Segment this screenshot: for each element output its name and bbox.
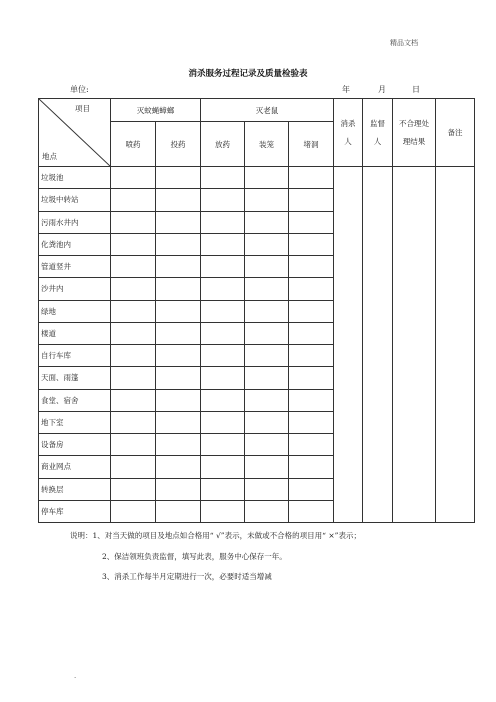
entry-cell[interactable] xyxy=(245,478,289,500)
table-body xyxy=(39,167,475,523)
kill-person-cell[interactable] xyxy=(334,167,363,523)
entry-cell[interactable] xyxy=(111,233,156,255)
entry-cell[interactable] xyxy=(111,167,156,189)
entry-cell[interactable] xyxy=(245,211,289,233)
entry-cell[interactable] xyxy=(245,411,289,433)
location-label: 沙井内 xyxy=(39,278,111,300)
location-label: 垃圾中转站 xyxy=(39,189,111,211)
result-header: 不合理处 理结果 xyxy=(393,99,436,167)
entry-cell[interactable] xyxy=(289,411,334,433)
entry-cell[interactable] xyxy=(201,456,245,478)
entry-cell[interactable] xyxy=(245,434,289,456)
entry-cell[interactable] xyxy=(111,434,156,456)
location-label: 商业网点 xyxy=(39,456,111,478)
entry-cell[interactable] xyxy=(289,256,334,278)
entry-cell[interactable] xyxy=(289,367,334,389)
sub-header-block: 堵洞 xyxy=(289,122,334,167)
entry-cell[interactable] xyxy=(156,322,201,344)
entry-cell[interactable] xyxy=(289,389,334,411)
entry-cell[interactable] xyxy=(289,233,334,255)
note-2: 2、保洁领班负责监督，填写此表，服务中心保存一年。 xyxy=(102,552,287,561)
entry-cell[interactable] xyxy=(201,167,245,189)
remark-header: 备注 xyxy=(436,99,475,167)
day-label: 日 xyxy=(412,85,420,94)
entry-cell[interactable] xyxy=(156,233,201,255)
entry-cell[interactable] xyxy=(111,322,156,344)
entry-cell[interactable] xyxy=(245,367,289,389)
corner-location-label: 地点 xyxy=(42,152,57,161)
location-label: 停车库 xyxy=(39,500,111,522)
entry-cell[interactable] xyxy=(289,189,334,211)
entry-cell[interactable] xyxy=(289,322,334,344)
entry-cell[interactable] xyxy=(156,456,201,478)
entry-cell[interactable] xyxy=(245,233,289,255)
entry-cell[interactable] xyxy=(289,167,334,189)
sub-header-cage: 装笼 xyxy=(245,122,289,167)
entry-cell[interactable] xyxy=(201,300,245,322)
group-mosquito-header: 灭蚊蝇蟑螂 xyxy=(111,99,201,122)
month-label: 月 xyxy=(378,85,386,94)
entry-cell[interactable] xyxy=(289,478,334,500)
unit-label: 单位: xyxy=(70,85,89,94)
entry-cell[interactable] xyxy=(156,211,201,233)
entry-cell[interactable] xyxy=(245,389,289,411)
entry-cell[interactable] xyxy=(245,167,289,189)
location-label: 天面、雨篷 xyxy=(39,367,111,389)
form-title: 消杀服务过程记录及质量检验表 xyxy=(188,69,308,79)
entry-cell[interactable] xyxy=(245,278,289,300)
entry-cell[interactable] xyxy=(111,478,156,500)
entry-cell[interactable] xyxy=(111,256,156,278)
entry-cell[interactable] xyxy=(289,300,334,322)
sub-header-place: 放药 xyxy=(201,122,245,167)
entry-cell[interactable] xyxy=(111,389,156,411)
header-row-1 xyxy=(39,99,475,122)
entry-cell[interactable] xyxy=(111,278,156,300)
sub-header-spray: 喷药 xyxy=(111,122,156,167)
group-rodent-header: 灭老鼠 xyxy=(201,99,334,122)
entry-cell[interactable] xyxy=(156,167,201,189)
corner-project-label: 项目 xyxy=(75,104,90,113)
location-label: 管道竖井 xyxy=(39,256,111,278)
table-row xyxy=(39,167,475,189)
entry-cell[interactable] xyxy=(156,345,201,367)
corner-cell xyxy=(39,99,111,167)
entry-cell[interactable] xyxy=(111,211,156,233)
entry-cell[interactable] xyxy=(201,411,245,433)
entry-cell[interactable] xyxy=(111,345,156,367)
entry-cell[interactable] xyxy=(156,278,201,300)
entry-cell[interactable] xyxy=(245,189,289,211)
footer-mark: . xyxy=(74,672,77,680)
note-3: 3、消杀工作每半月定期进行一次，必要时适当增减 xyxy=(102,572,272,581)
entry-cell[interactable] xyxy=(156,189,201,211)
entry-cell[interactable] xyxy=(156,389,201,411)
note-1: 说明：1、对当天做的项目及地点如合格用“ √”表示，未做或不合格的项目用“ ×”表示； xyxy=(70,531,361,540)
location-label: 绿地 xyxy=(39,300,111,322)
entry-cell[interactable] xyxy=(201,256,245,278)
entry-cell[interactable] xyxy=(201,500,245,522)
location-label: 自行车库 xyxy=(39,345,111,367)
result-cell[interactable] xyxy=(393,167,436,523)
location-label: 化粪池内 xyxy=(39,233,111,255)
location-label: 垃圾池 xyxy=(39,167,111,189)
location-label: 污雨水井内 xyxy=(39,211,111,233)
entry-cell[interactable] xyxy=(245,500,289,522)
entry-cell[interactable] xyxy=(289,211,334,233)
entry-cell[interactable] xyxy=(156,300,201,322)
entry-cell[interactable] xyxy=(111,189,156,211)
entry-cell[interactable] xyxy=(201,189,245,211)
entry-cell[interactable] xyxy=(111,300,156,322)
entry-cell[interactable] xyxy=(201,389,245,411)
entry-cell[interactable] xyxy=(156,367,201,389)
entry-cell[interactable] xyxy=(156,500,201,522)
entry-cell[interactable] xyxy=(111,367,156,389)
supervisor-header: 监督 人 xyxy=(363,99,393,167)
entry-cell[interactable] xyxy=(289,500,334,522)
entry-cell[interactable] xyxy=(245,456,289,478)
entry-cell[interactable] xyxy=(245,322,289,344)
location-label: 楼道 xyxy=(39,322,111,344)
location-label: 食堂、宿舍 xyxy=(39,389,111,411)
entry-cell[interactable] xyxy=(289,434,334,456)
entry-cell[interactable] xyxy=(111,500,156,522)
entry-cell[interactable] xyxy=(111,411,156,433)
entry-cell[interactable] xyxy=(156,434,201,456)
entry-cell[interactable] xyxy=(201,211,245,233)
entry-cell[interactable] xyxy=(245,345,289,367)
entry-cell[interactable] xyxy=(201,367,245,389)
entry-cell[interactable] xyxy=(245,256,289,278)
entry-cell[interactable] xyxy=(245,300,289,322)
entry-cell[interactable] xyxy=(111,456,156,478)
entry-cell[interactable] xyxy=(201,322,245,344)
kill-person-header: 消杀 人 xyxy=(334,99,363,167)
header-mark: 精品文档 xyxy=(390,39,418,47)
year-label: 年 xyxy=(342,85,350,94)
entry-cell[interactable] xyxy=(156,256,201,278)
location-label: 转换层 xyxy=(39,478,111,500)
entry-cell[interactable] xyxy=(156,411,201,433)
entry-cell[interactable] xyxy=(289,278,334,300)
entry-cell[interactable] xyxy=(201,434,245,456)
entry-cell[interactable] xyxy=(201,478,245,500)
supervisor-cell[interactable] xyxy=(363,167,393,523)
record-table xyxy=(38,98,475,523)
entry-cell[interactable] xyxy=(289,456,334,478)
sub-header-bait: 投药 xyxy=(156,122,201,167)
location-label: 地下室 xyxy=(39,411,111,433)
remark-cell[interactable] xyxy=(436,167,475,523)
entry-cell[interactable] xyxy=(201,278,245,300)
location-label: 设备房 xyxy=(39,434,111,456)
entry-cell[interactable] xyxy=(156,478,201,500)
entry-cell[interactable] xyxy=(289,345,334,367)
entry-cell[interactable] xyxy=(201,233,245,255)
entry-cell[interactable] xyxy=(201,345,245,367)
